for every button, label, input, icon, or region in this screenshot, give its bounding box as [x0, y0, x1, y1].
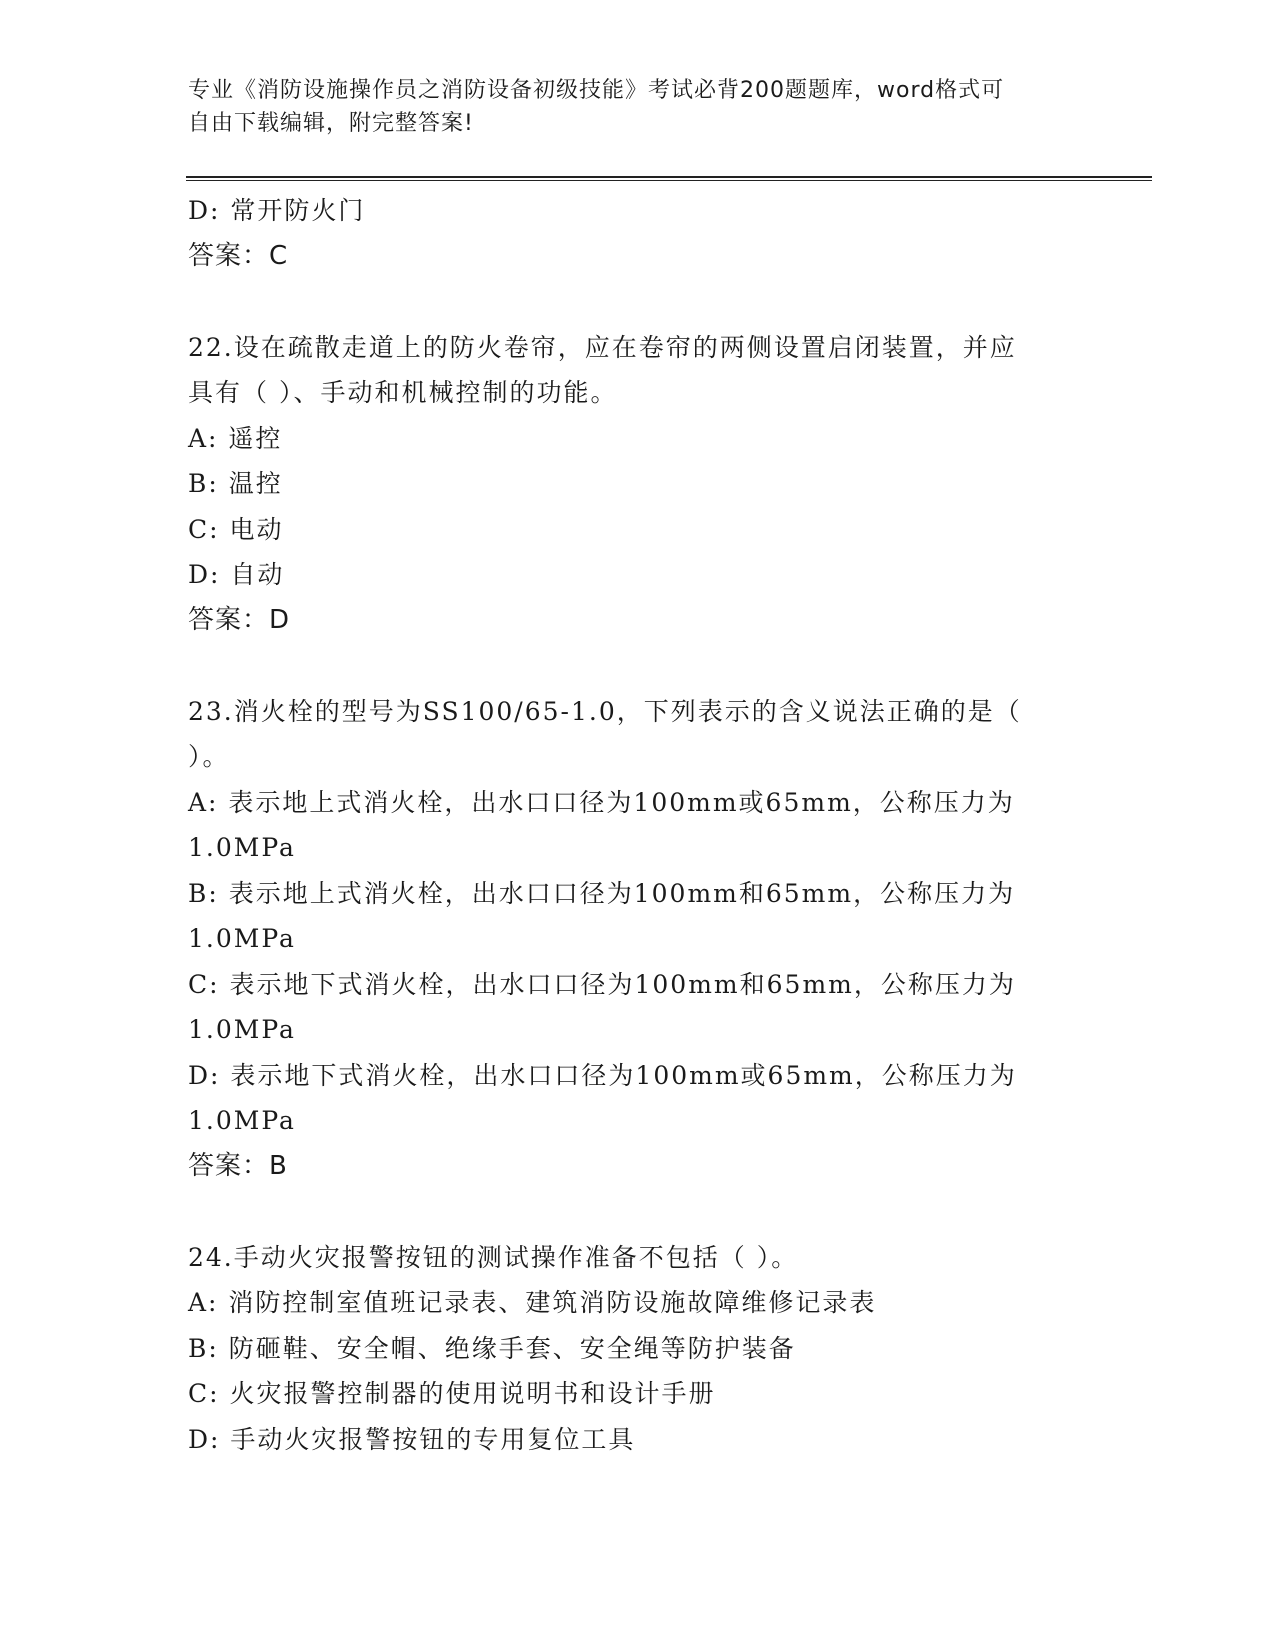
question-content	[188, 188, 1088, 1462]
option-c: C: 电动	[188, 514, 284, 544]
spacer	[188, 643, 1088, 689]
option-c: C: 表示地下式消火栓，出水口口径为100mm和65mm，公称压力为	[188, 969, 1016, 999]
question-24	[188, 1235, 1088, 1463]
header-line-1: 专业《消防设施操作员之消防设备初级技能》考试必背200题题库，word格式可	[188, 78, 1005, 103]
question-stem-line: ）。	[188, 742, 230, 771]
answer: 答案：B	[188, 1150, 288, 1181]
option-a: A: 表示地上式消火栓，出水口口径为100mm或65mm，公称压力为	[188, 787, 1015, 817]
option-a: A: 遥控	[188, 423, 283, 453]
question-stem-line: 24.手动火灾报警按钮的测试操作准备不包括（ ）。	[188, 1242, 799, 1272]
option-d: D: 自动	[188, 560, 285, 589]
question-22	[188, 325, 1088, 644]
option-b: B: 表示地上式消火栓，出水口口径为100mm和65mm，公称压力为	[188, 878, 1016, 908]
option-c: C: 火灾报警控制器的使用说明书和设计手册	[188, 1379, 716, 1408]
spacer	[188, 279, 1088, 325]
option-b: B: 温控	[188, 469, 283, 498]
page-header	[188, 74, 1068, 140]
option-a: A: 消防控制室值班记录表、建筑消防设施故障维修记录表	[188, 1288, 877, 1317]
option-a-continued: 1.0MPa	[188, 833, 296, 862]
question-stem-line: 23.消火栓的型号为SS100/65-1.0，下列表示的含义说法正确的是（	[188, 696, 1022, 726]
option-c-continued: 1.0MPa	[188, 1015, 296, 1044]
question-stem-line: 22.设在疏散走道上的防火卷帘，应在卷帘的两侧设置启闭装置，并应	[188, 332, 1017, 362]
spacer	[188, 1189, 1088, 1235]
question-stem-line: 具有（ ）、手动和机械控制的功能。	[188, 378, 618, 407]
header-divider	[186, 176, 1152, 181]
option-b: B: 防砸鞋、安全帽、绝缘手套、安全绳等防护装备	[188, 1333, 796, 1363]
q21-answer: 答案：C	[188, 240, 289, 271]
option-d-continued: 1.0MPa	[188, 1106, 296, 1135]
option-b-continued: 1.0MPa	[188, 924, 296, 953]
header-line-2: 自由下载编辑，附完整答案!	[188, 111, 474, 136]
option-d: D: 手动火灾报警按钮的专用复位工具	[188, 1424, 636, 1454]
q21-option-d: D: 常开防火门	[188, 196, 366, 225]
option-d: D: 表示地下式消火栓，出水口口径为100mm或65mm，公称压力为	[188, 1060, 1017, 1090]
answer: 答案：D	[188, 604, 291, 635]
question-23	[188, 689, 1088, 1190]
